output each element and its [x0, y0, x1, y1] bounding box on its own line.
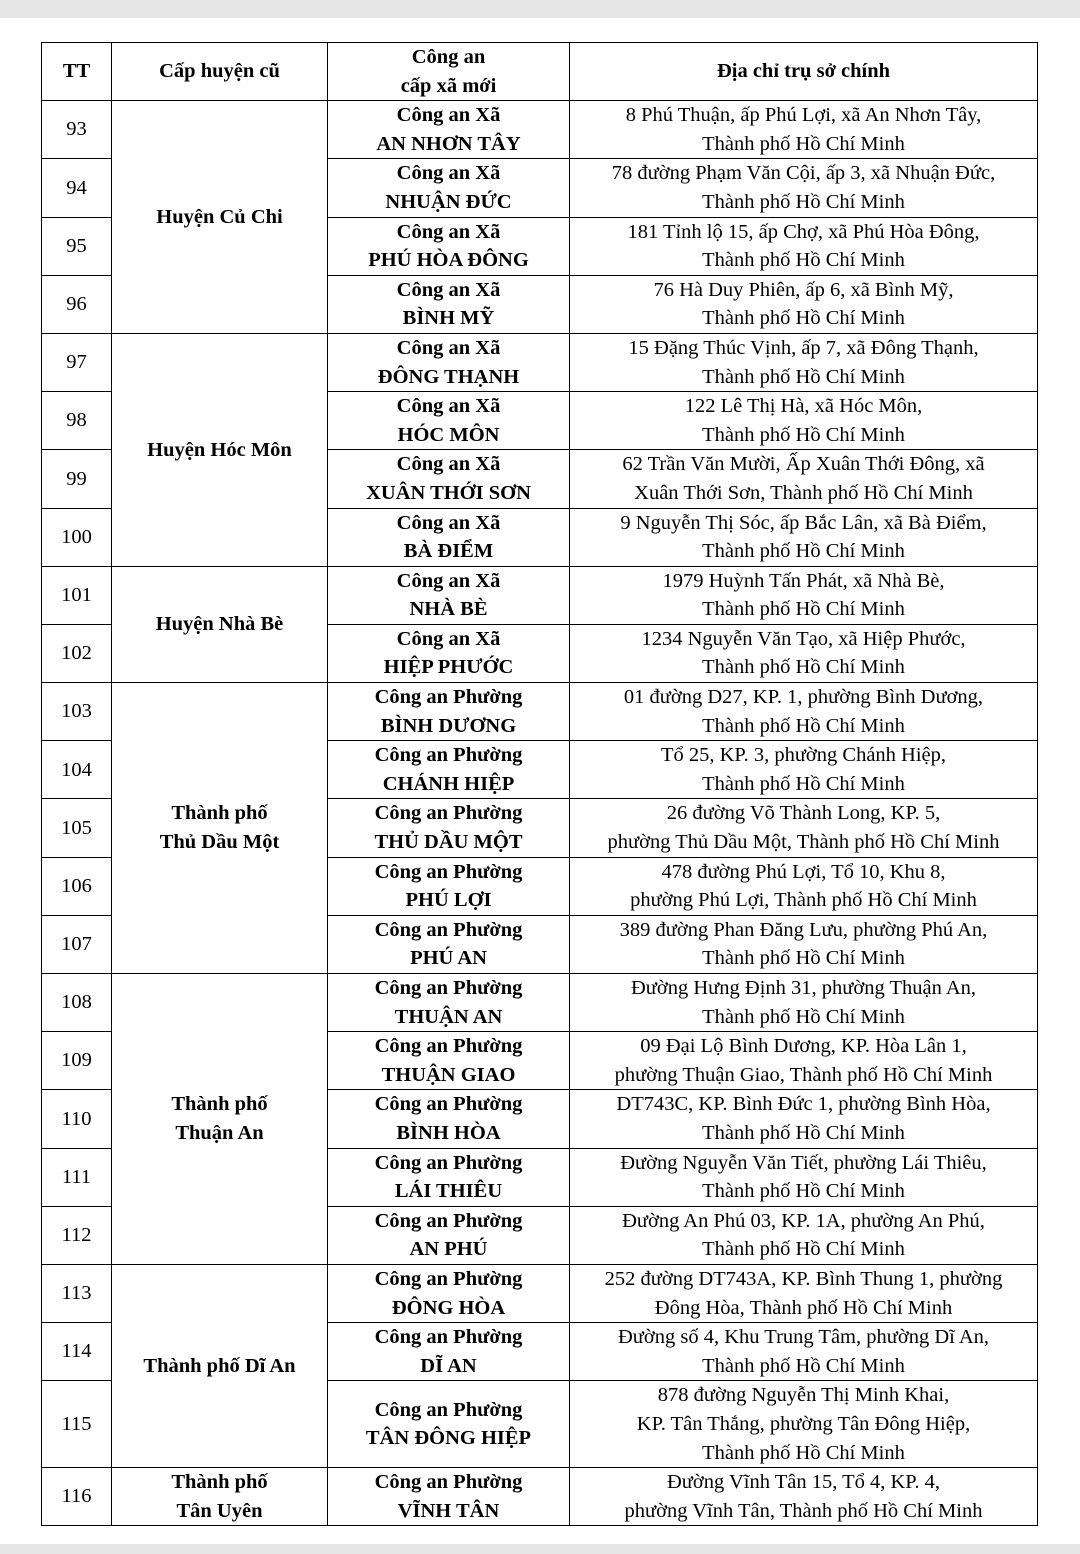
address-cell	[570, 1206, 1038, 1264]
row-number: 97	[42, 333, 112, 391]
table-header-row	[42, 43, 1038, 101]
new-police-cell	[328, 857, 570, 915]
address-cell	[570, 508, 1038, 566]
address-line1: Đường Vĩnh Tân 15, Tổ 4, KP. 4,	[666, 1471, 941, 1494]
new-police-cell	[328, 275, 570, 333]
police-unit-name: LÁI THIÊU	[394, 1180, 503, 1203]
police-unit-name: PHÚ AN	[410, 947, 487, 970]
address-cell	[570, 1090, 1038, 1148]
row-number: 113	[42, 1264, 112, 1322]
row-number: 98	[42, 392, 112, 450]
address-cell	[570, 392, 1038, 450]
police-type: Công an Phường	[374, 1209, 523, 1232]
police-unit-name: VĨNH TÂN	[397, 1499, 500, 1522]
row-number: 100	[42, 508, 112, 566]
police-unit-name: CHÁNH HIỆP	[382, 772, 515, 795]
address-cell	[570, 624, 1038, 682]
new-police-cell	[328, 741, 570, 799]
new-police-cell	[328, 799, 570, 857]
address-line1: Đường Nguyễn Văn Tiết, phường Lái Thiêu,	[620, 1151, 987, 1174]
address-line1: 1979 Huỳnh Tấn Phát, xã Nhà Bè,	[662, 569, 945, 592]
address-cell	[570, 1148, 1038, 1206]
police-unit-name: HIỆP PHƯỚC	[383, 656, 514, 679]
address-line1: 26 đường Võ Thành Long, KP. 5,	[666, 802, 941, 825]
row-number: 110	[42, 1090, 112, 1148]
new-police-cell	[328, 1468, 570, 1526]
old-district-cell	[112, 1264, 328, 1467]
police-address-table	[41, 42, 1038, 1526]
address-cell	[570, 333, 1038, 391]
old-district-line1: Huyện Hóc Môn	[147, 438, 292, 461]
address-line1: 252 đường DT743A, KP. Bình Thung 1, phường	[604, 1267, 1003, 1290]
police-unit-name: PHÚ HÒA ĐÔNG	[368, 249, 529, 272]
address-line2: Thành phố Hồ Chí Minh	[702, 423, 905, 446]
address-cell	[570, 741, 1038, 799]
new-police-cell	[328, 974, 570, 1032]
address-cell	[570, 857, 1038, 915]
address-line2: Thành phố Hồ Chí Minh	[702, 365, 905, 388]
address-cell	[570, 974, 1038, 1032]
address-line1: Đường số 4, Khu Trung Tâm, phường Dĩ An,	[618, 1326, 989, 1349]
header-tt: TT	[42, 43, 112, 101]
address-line2: Thành phố Hồ Chí Minh	[702, 307, 905, 330]
police-unit-name: NHÀ BÈ	[409, 598, 488, 621]
address-cell	[570, 101, 1038, 159]
address-line2: Thành phố Hồ Chí Minh	[702, 1354, 905, 1377]
police-unit-name: ĐÔNG THẠNH	[377, 365, 520, 388]
police-type: Công an Xã	[396, 104, 501, 127]
address-cell	[570, 217, 1038, 275]
row-number: 108	[42, 974, 112, 1032]
table-row	[42, 1468, 1038, 1526]
address-line3: Thành phố Hồ Chí Minh	[702, 1441, 905, 1464]
address-line1: 09 Đại Lộ Bình Dương, KP. Hòa Lân 1,	[640, 1035, 967, 1058]
address-line1: 9 Nguyễn Thị Sóc, ấp Bắc Lân, xã Bà Điểm,	[620, 511, 987, 534]
row-number: 104	[42, 741, 112, 799]
police-unit-name: BÌNH DƯƠNG	[380, 714, 517, 737]
address-line2: Thành phố Hồ Chí Minh	[702, 714, 905, 737]
address-line1: 76 Hà Duy Phiên, ấp 6, xã Bình Mỹ,	[653, 278, 954, 301]
police-unit-name: BÌNH MỸ	[402, 307, 495, 330]
header-new-police	[328, 43, 570, 101]
police-type: Công an Phường	[374, 918, 523, 941]
address-line1: 62 Trần Văn Mười, Ấp Xuân Thới Đông, xã	[622, 453, 985, 476]
address-line1: 78 đường Phạm Văn Cội, ấp 3, xã Nhuận Đức,	[611, 162, 996, 185]
address-cell	[570, 683, 1038, 741]
table-row	[42, 333, 1038, 391]
new-police-cell	[328, 217, 570, 275]
address-cell	[570, 1468, 1038, 1526]
police-unit-name: THUẬN AN	[394, 1005, 503, 1028]
old-district-line1: Thành phố	[171, 1471, 268, 1494]
header-new-police-line2: cấp xã mới	[400, 74, 497, 97]
new-police-cell	[328, 159, 570, 217]
old-district-cell	[112, 333, 328, 566]
address-line2: Thành phố Hồ Chí Minh	[702, 249, 905, 272]
new-police-cell	[328, 1264, 570, 1322]
address-cell	[570, 915, 1038, 973]
new-police-cell	[328, 1381, 570, 1468]
address-cell	[570, 1381, 1038, 1468]
police-type: Công an Xã	[396, 453, 501, 476]
new-police-cell	[328, 683, 570, 741]
top-band	[0, 0, 1080, 18]
row-number: 95	[42, 217, 112, 275]
row-number: 115	[42, 1381, 112, 1468]
new-police-cell	[328, 915, 570, 973]
address-line1: 389 đường Phan Đăng Lưu, phường Phú An,	[619, 918, 988, 941]
police-type: Công an Xã	[396, 336, 501, 359]
address-cell	[570, 1323, 1038, 1381]
old-district-line1: Thành phố	[171, 1093, 268, 1116]
police-unit-name: HÓC MÔN	[397, 423, 500, 446]
row-number: 109	[42, 1032, 112, 1090]
address-line1: 122 Lê Thị Hà, xã Hóc Môn,	[684, 395, 923, 418]
police-unit-name: BÀ ĐIỂM	[403, 540, 494, 563]
row-number: 106	[42, 857, 112, 915]
new-police-cell	[328, 1206, 570, 1264]
address-cell	[570, 566, 1038, 624]
police-type: Công an Xã	[396, 278, 501, 301]
row-number: 99	[42, 450, 112, 508]
address-line1: 1234 Nguyễn Văn Tạo, xã Hiệp Phước,	[641, 627, 966, 650]
police-type: Công an Phường	[374, 1471, 523, 1494]
old-district-cell	[112, 101, 328, 334]
address-line1: 15 Đặng Thúc Vịnh, ấp 7, xã Đông Thạnh,	[628, 336, 979, 359]
address-line2: phường Phú Lợi, Thành phố Hồ Chí Minh	[630, 889, 977, 912]
new-police-cell	[328, 1323, 570, 1381]
address-line1: Tổ 25, KP. 3, phường Chánh Hiệp,	[660, 744, 947, 767]
bottom-band	[0, 1544, 1080, 1554]
police-unit-name: NHUẬN ĐỨC	[385, 190, 512, 213]
address-line1: 478 đường Phú Lợi, Tổ 10, Khu 8,	[661, 860, 946, 883]
address-cell	[570, 159, 1038, 217]
old-district-line2: Thủ Dầu Một	[159, 831, 280, 854]
row-number: 114	[42, 1323, 112, 1381]
address-line2: Thành phố Hồ Chí Minh	[702, 1121, 905, 1144]
police-unit-name: AN NHƠN TÂY	[376, 132, 521, 155]
police-type: Công an Xã	[396, 395, 501, 418]
header-address: Địa chỉ trụ sở chính	[570, 43, 1038, 101]
table-row	[42, 683, 1038, 741]
address-line2: Thành phố Hồ Chí Minh	[702, 772, 905, 795]
row-number: 93	[42, 101, 112, 159]
police-type: Công an Phường	[374, 1035, 523, 1058]
address-cell	[570, 275, 1038, 333]
police-type: Công an Phường	[374, 744, 523, 767]
table-row	[42, 974, 1038, 1032]
address-line2: Thành phố Hồ Chí Minh	[702, 656, 905, 679]
old-district-line2: Thuận An	[175, 1121, 264, 1144]
row-number: 101	[42, 566, 112, 624]
table-row	[42, 101, 1038, 159]
police-type: Công an Xã	[396, 162, 501, 185]
address-line2: Đông Hòa, Thành phố Hồ Chí Minh	[654, 1296, 953, 1319]
row-number: 105	[42, 799, 112, 857]
police-type: Công an Xã	[396, 511, 501, 534]
police-type: Công an Xã	[396, 627, 501, 650]
old-district-cell	[112, 974, 328, 1265]
address-line2: Thành phố Hồ Chí Minh	[702, 1005, 905, 1028]
old-district-cell	[112, 566, 328, 682]
row-number: 96	[42, 275, 112, 333]
police-unit-name: XUÂN THỚI SƠN	[366, 481, 531, 504]
address-line2: Thành phố Hồ Chí Minh	[702, 132, 905, 155]
old-district-line1: Thành phố	[171, 802, 268, 825]
new-police-cell	[328, 450, 570, 508]
address-line2: Thành phố Hồ Chí Minh	[702, 540, 905, 563]
address-cell	[570, 799, 1038, 857]
police-unit-name: THUẬN GIAO	[381, 1063, 516, 1086]
police-type: Công an Phường	[374, 977, 523, 999]
address-line1: Đường Hưng Định 31, phường Thuận An,	[630, 977, 977, 999]
address-line2: Thành phố Hồ Chí Minh	[702, 598, 905, 621]
address-line1: 8 Phú Thuận, ấp Phú Lợi, xã An Nhơn Tây,	[625, 104, 982, 127]
address-cell	[570, 1264, 1038, 1322]
police-type: Công an Phường	[374, 1093, 523, 1116]
address-line1: 181 Tỉnh lộ 15, ấp Chợ, xã Phú Hòa Đông,	[627, 220, 980, 243]
new-police-cell	[328, 1148, 570, 1206]
address-line2: phường Vĩnh Tân, Thành phố Hồ Chí Minh	[624, 1499, 983, 1522]
address-line2: Thành phố Hồ Chí Minh	[702, 1180, 905, 1203]
address-line1: 01 đường D27, KP. 1, phường Bình Dương,	[623, 686, 984, 709]
police-type: Công an Phường	[374, 1326, 523, 1349]
new-police-cell	[328, 333, 570, 391]
old-district-cell	[112, 683, 328, 974]
table-row	[42, 566, 1038, 624]
row-number: 111	[42, 1148, 112, 1206]
old-district-line2: Tân Uyên	[176, 1499, 263, 1522]
police-type: Công an Xã	[396, 220, 501, 243]
address-line2: Thành phố Hồ Chí Minh	[702, 190, 905, 213]
new-police-cell	[328, 566, 570, 624]
police-unit-name: AN PHÚ	[409, 1238, 488, 1261]
old-district-line1: Huyện Củ Chi	[156, 205, 283, 228]
table-body	[42, 101, 1038, 1526]
police-unit-name: DĨ AN	[420, 1354, 477, 1377]
police-unit-name: BÌNH HÒA	[396, 1121, 501, 1144]
new-police-cell	[328, 508, 570, 566]
row-number: 116	[42, 1468, 112, 1526]
address-line2: Thành phố Hồ Chí Minh	[702, 947, 905, 970]
address-line2: Thành phố Hồ Chí Minh	[702, 1238, 905, 1261]
header-new-police-line1: Công an	[411, 46, 486, 68]
new-police-cell	[328, 392, 570, 450]
police-unit-name: PHÚ LỢI	[405, 889, 492, 912]
address-line2: KP. Tân Thắng, phường Tân Đông Hiệp,	[636, 1412, 971, 1435]
police-type: Công an Phường	[374, 802, 523, 825]
old-district-line1: Huyện Nhà Bè	[155, 613, 284, 636]
row-number: 94	[42, 159, 112, 217]
address-cell	[570, 450, 1038, 508]
address-line2: phường Thuận Giao, Thành phố Hồ Chí Minh	[614, 1063, 993, 1086]
police-type: Công an Phường	[374, 1151, 523, 1174]
address-line2: Xuân Thới Sơn, Thành phố Hồ Chí Minh	[634, 481, 973, 504]
new-police-cell	[328, 624, 570, 682]
police-type: Công an Phường	[374, 1267, 523, 1290]
police-type: Công an Phường	[374, 860, 523, 883]
old-district-line1: Thành phố Dĩ An	[143, 1354, 296, 1377]
police-type: Công an Xã	[396, 569, 501, 592]
table-row	[42, 1264, 1038, 1322]
new-police-cell	[328, 1090, 570, 1148]
police-unit-name: THỦ DẦU MỘT	[374, 831, 523, 854]
address-cell	[570, 1032, 1038, 1090]
address-line1: DT743C, KP. Bình Đức 1, phường Bình Hòa,	[616, 1093, 991, 1116]
row-number: 112	[42, 1206, 112, 1264]
new-police-cell	[328, 1032, 570, 1090]
address-line2: phường Thủ Dầu Một, Thành phố Hồ Chí Minh	[607, 831, 1000, 854]
address-line1: 878 đường Nguyễn Thị Minh Khai,	[657, 1384, 950, 1407]
new-police-cell	[328, 101, 570, 159]
police-type: Công an Phường	[374, 686, 523, 709]
police-unit-name: ĐÔNG HÒA	[391, 1296, 506, 1319]
police-unit-name: TÂN ĐÔNG HIỆP	[365, 1427, 532, 1450]
header-old-district: Cấp huyện cũ	[112, 43, 328, 101]
address-line1: Đường An Phú 03, KP. 1A, phường An Phú,	[622, 1209, 985, 1232]
police-type: Công an Phường	[374, 1398, 523, 1421]
old-district-cell	[112, 1468, 328, 1526]
row-number: 107	[42, 915, 112, 973]
row-number: 103	[42, 683, 112, 741]
row-number: 102	[42, 624, 112, 682]
